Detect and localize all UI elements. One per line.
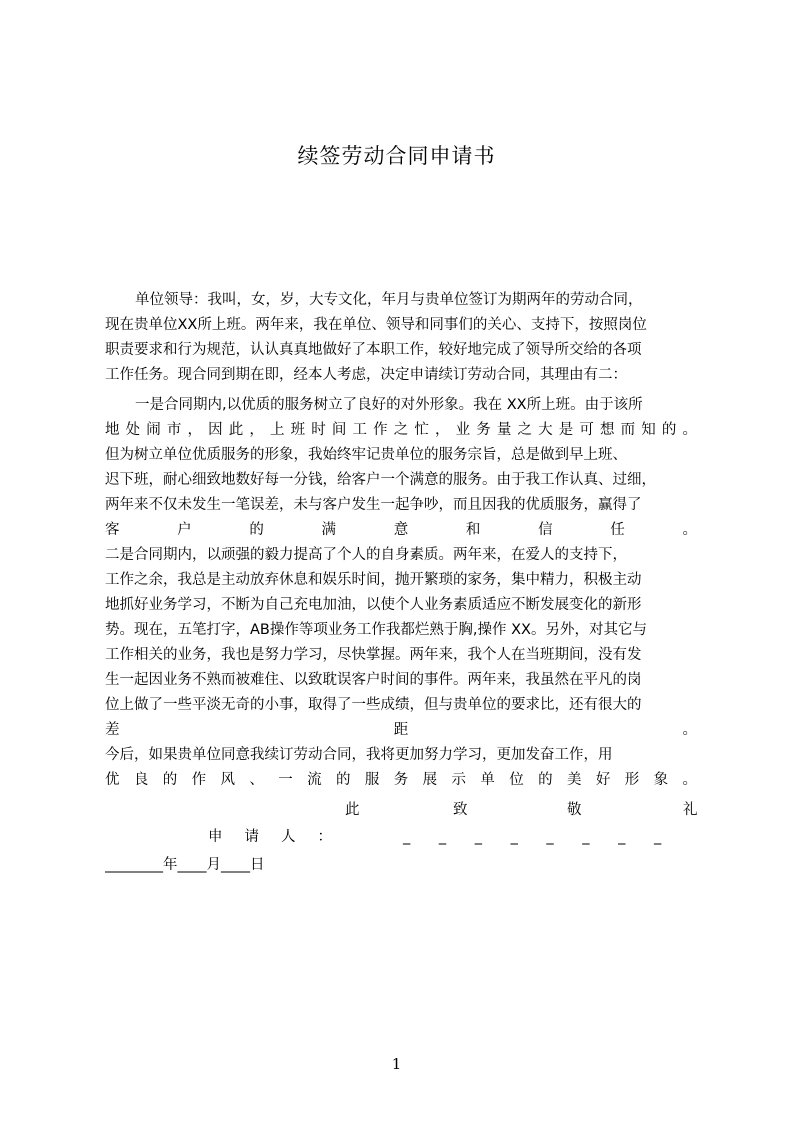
date-line: ________年____月____日 [105,857,265,873]
body-line: 单位领导：我叫，女，岁，大专文化，年月与贵单位签订为期两年的劳动合同， [135,292,643,308]
body-line: 两年来不仅未发生一笔误差，未与客户发生一起争吵，而且因我的优质服务，赢得了 [105,497,642,513]
body-line: 地处闹市，因此，上班时间工作之忙，业务量之大是可想而知的。 [105,422,697,438]
body-line: 今后，如果贵单位同意我续订劳动合同，我将更加努力学习，更加发奋工作，用 [105,747,613,763]
closing-char: 致 [453,802,468,818]
body-line: 地抓好业务学习，不断为自己充电加油，以使个人业务素质适应不断发展变化的新形 [105,597,642,613]
body-line: 客户的满意和信任。 [105,522,697,538]
body-line: 二是合同期内，以顽强的毅力提高了个人的自身素质。两年来，在爱人的支持下， [105,547,627,563]
body-line: 差距。 [105,722,697,738]
page-number: 1 [391,1055,402,1073]
closing-char: 此 [345,802,360,818]
closing-char: 敬 [567,802,582,818]
body-line: 但为树立单位优质服务的形象，我始终牢记贵单位的服务宗旨，总是做到早上班、 [105,447,627,463]
body-line: 优良的作风、一流的服务展示单位的美好形象。 [105,772,697,788]
closing-salutation [345,798,697,822]
body-line: 生一起因业务不熟而被难住、以致耽误客户时间的事件。两年来，我虽然在平凡的岗 [105,672,642,688]
body-line: 工作相关的业务，我也是努力学习，尽快掌握。两年来，我个人在当班期间，没有发 [105,647,642,663]
body-line: 势。现在，五笔打字，AB操作等项业务工作我都烂熟于胸,操作 XX。另外，对其它与 [105,622,647,638]
body-line: 现在贵单位XX所上班。两年来，我在单位、领导和同事们的关心、支持下，按照岗位 [105,317,647,333]
body-line: 职责要求和行为规范，认认真真地做好了本职工作，较好地完成了领导所交给的各项 [105,342,642,358]
applicant-label: 申请人： [208,829,354,845]
body-line: 迟下班，耐心细致地数好每一分钱，给客户一个满意的服务。由于我工作认真、过细， [105,472,656,488]
body-line: 工作之余，我总是主动放弃休息和娱乐时间，抛开繁琐的家务，集中精力，积极主动 [105,572,642,588]
applicant-signature-blank: _ _ _ _ _ _ _ _ [403,829,674,845]
applicant-line [208,825,697,849]
document-title: 续签劳动合同申请书 [297,144,496,168]
body-line: 位上做了一些平淡无奇的小事，取得了一些成绩，但与贵单位的要求比，还有很大的 [105,697,642,713]
body-line: 一是合同期内,以优质的服务树立了良好的对外形象。我在 XX所上班。由于该所 [135,397,643,413]
closing-char: 礼 [683,802,697,818]
body-line: 工作任务。现合同到期在即，经本人考虑，决定申请续订劳动合同，其理由有二： [105,367,627,383]
